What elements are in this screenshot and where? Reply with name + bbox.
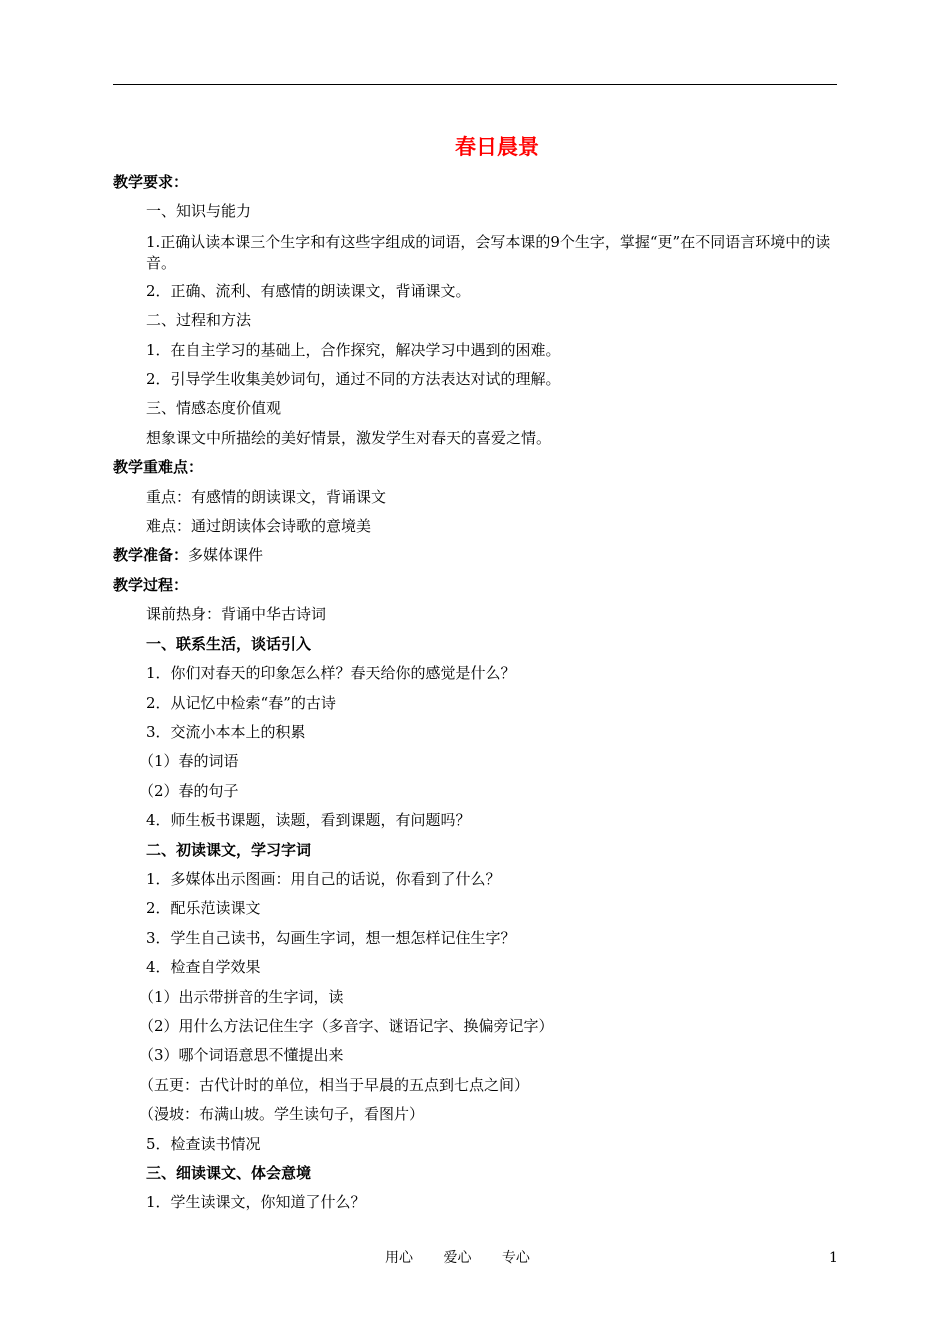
footer-motto xyxy=(385,1248,556,1268)
page-number: 1 xyxy=(829,1250,838,1266)
subsection-heading: 二、初读课文，学习字词 xyxy=(146,840,312,859)
paragraph-line: 1．多媒体出示图画：用自己的话说，你看到了什么？ xyxy=(146,869,501,888)
document-title: 春日晨景 xyxy=(455,135,539,159)
paragraph-line: （漫坡：布满山坡。学生读句子，看图片） xyxy=(139,1105,425,1124)
paragraph-line: 2．从记忆中检索“春”的古诗 xyxy=(146,693,336,712)
paragraph-line: 3．学生自己读书，勾画生字词，想一想怎样记住生字？ xyxy=(146,928,516,947)
paragraph-line: 1．在自主学习的基础上，合作探究，解决学习中遇到的困难。 xyxy=(146,340,561,359)
paragraph-line: 3．交流小本本上的积累 xyxy=(146,722,306,741)
paragraph-line: 2．引导学生收集美妙词句，通过不同的方法表达对试的理解。 xyxy=(146,370,561,389)
paragraph-line: 想象课文中所描绘的美好情景，激发学生对春天的喜爱之情。 xyxy=(146,428,552,447)
paragraph-line: 一、知识与能力 xyxy=(146,202,252,221)
footer-motto-item: 专心 xyxy=(501,1250,530,1266)
paragraph-line: 2．正确、流利、有感情的朗读课文，背诵课文。 xyxy=(146,281,471,300)
section-heading: 教学过程： xyxy=(113,575,189,594)
header-rule xyxy=(113,84,837,85)
paragraph-line: （五更：古代计时的单位，相当于早晨的五点到七点之间） xyxy=(139,1075,530,1094)
section-heading: 教学重难点： xyxy=(113,458,204,477)
paragraph-line: 2．配乐范读课文 xyxy=(146,899,261,918)
paragraph-line: （1）春的词语 xyxy=(139,752,239,771)
paragraph-line: 1．学生读课文，你知道了什么？ xyxy=(146,1193,366,1212)
paragraph-line: 1.正确认读本课三个生字和有这些字组成的词语，会写本课的9个生字，掌握“更”在不同语言环境中的读音。 xyxy=(146,232,831,272)
subsection-heading: 一、联系生活，谈话引入 xyxy=(146,634,312,653)
paragraph-line: 5．检查读书情况 xyxy=(146,1134,261,1153)
document-body xyxy=(113,168,839,1218)
paragraph-line: （1）出示带拼音的生字词，读 xyxy=(139,987,344,1006)
paragraph-line: 4．师生板书课题，读题，看到课题，有问题吗？ xyxy=(146,811,471,830)
footer-motto-item: 用心 xyxy=(385,1250,413,1266)
labeled-line xyxy=(113,541,839,570)
paragraph-line: 课前热身：背诵中华古诗词 xyxy=(146,605,327,624)
line-value: 多媒体课件 xyxy=(188,546,264,565)
paragraph-line: 难点：通过朗读体会诗歌的意境美 xyxy=(146,517,372,536)
paragraph-line: 1．你们对春天的印象怎么样？春天给你的感觉是什么？ xyxy=(146,664,516,683)
paragraph-line: （2）用什么方法记住生字（多音字、谜语记字、换偏旁记字） xyxy=(139,1016,554,1035)
line-label: 教学准备： xyxy=(113,546,189,565)
paragraph-line: 4．检查自学效果 xyxy=(146,958,261,977)
section-heading: 教学要求： xyxy=(113,173,189,191)
paragraph-line: （2）春的句子 xyxy=(139,781,239,800)
footer-motto-item: 爱心 xyxy=(443,1250,472,1266)
paragraph-line: 重点：有感情的朗读课文，背诵课文 xyxy=(146,487,387,506)
subsection-heading: 三、细读课文、体会意境 xyxy=(146,1164,312,1182)
paragraph-line: 二、过程和方法 xyxy=(146,311,252,330)
paragraph-line: （3）哪个词语意思不懂提出来 xyxy=(139,1046,344,1065)
paragraph-line: 三、情感态度价值观 xyxy=(146,399,282,418)
